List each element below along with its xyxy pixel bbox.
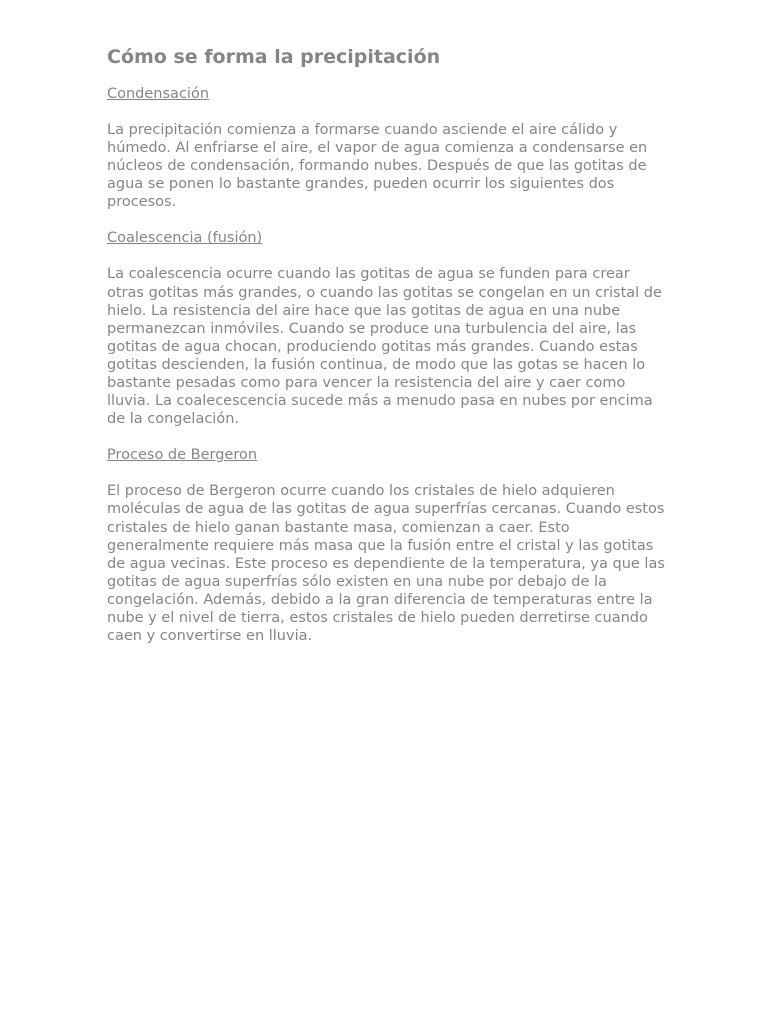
section-body: La precipitación comienza a formarse cuando asciende el aire cálido y húmedo. Al enfriarse el aire, el vapor de agua comienza a condensarse en núcleos de condensación, formando nubes. Después de que las gotitas de agua se ponen lo bastante grandes, pueden ocurrir los siguientes dos procesos.: [107, 122, 648, 211]
section-heading: Proceso de Bergeron: [107, 447, 258, 464]
section-body: La coalescencia ocurre cuando las gotitas de agua se funden para crear otras gotitas más grandes, o cuando las gotitas se congelan en un cristal de hielo. La resistencia del aire hace que las gotitas de agua en una nube permanezcan inmóviles. Cuando se produce una turbulencia del aire, las gotitas de agua chocan, produciendo gotitas más grandes. Cuando estas gotitas descienden, la fusión continua, de modo que las gotas se hacen lo bastante pesadas como para vencer la resistencia del aire y caer como lluvia. La coalecescencia sucede más a menudo pasa en nubes por encima de la congelación.: [107, 266, 662, 428]
document-title: Cómo se forma la precipitación: [107, 46, 441, 68]
section-condensacion: [107, 85, 668, 211]
section-body: El proceso de Bergeron ocurre cuando los cristales de hielo adquieren moléculas de agua de las gotitas de agua superfrías cercanas. Cuando estos cristales de hielo ganan bastante masa, comienzan a caer. Esto generalmente requiere más masa que la fusión entre el cristal y las gotitas de agua vecinas. Este proceso es dependiente de la temperatura, ya que las gotitas de agua superfrías sólo existen en una nube por debajo de la congelación. Además, debido a la gran diferencia de temperaturas entre la nube y el nivel de tierra, estos cristales de hielo pueden derretirse cuando caen y convertirse en lluvia.: [107, 483, 665, 645]
section-bergeron: [107, 446, 668, 645]
section-coalescencia: [107, 229, 668, 428]
section-heading: Coalescencia (fusión): [107, 230, 263, 247]
section-heading: Condensación: [107, 86, 210, 102]
